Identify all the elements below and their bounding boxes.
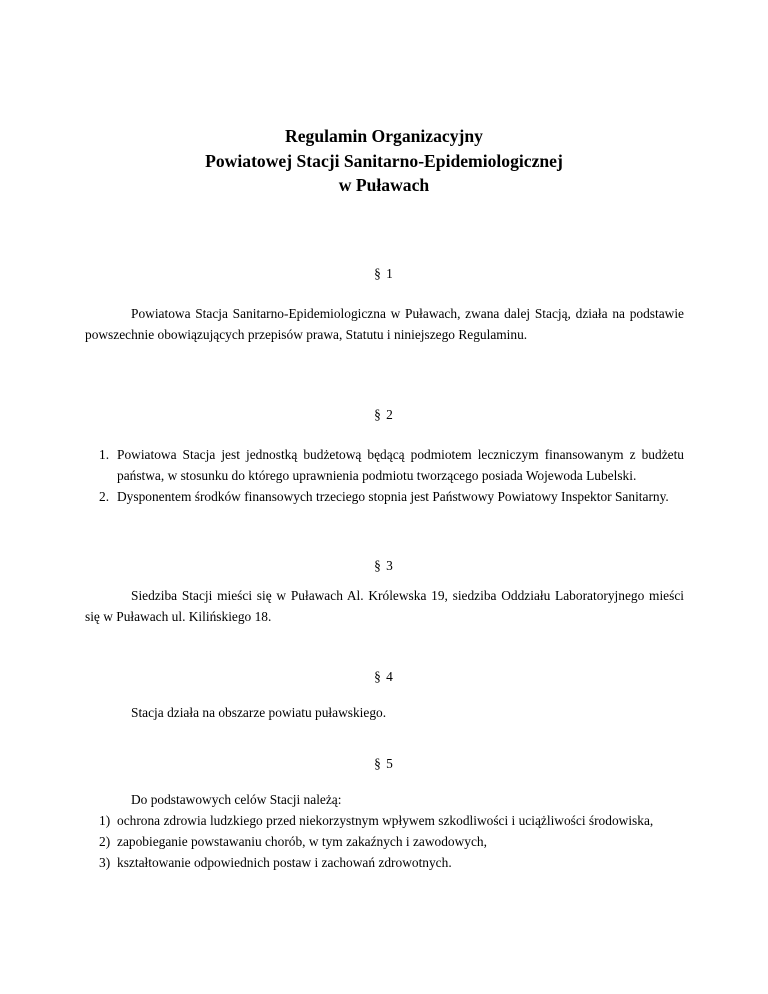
section-3-mark: § 3 <box>374 558 394 573</box>
list-item-text: Dysponentem środków finansowych trzeciego stopnia jest Państwowy Powiatowy Inspektor Sanitarny. <box>117 489 669 504</box>
list-item <box>85 810 684 831</box>
section-5-list <box>85 810 684 873</box>
list-item-number: 2. <box>99 489 110 504</box>
section-1-mark: § 1 <box>374 266 394 281</box>
section-3-text: Siedziba Stacji mieści się w Puławach Al. Królewska 19, siedziba Oddziału Laboratoryjnego mieści się w Puławach ul. Kilińskiego 18. <box>85 588 684 624</box>
section-4-text: Stacja działa na obszarze powiatu puławskiego. <box>131 705 387 720</box>
list-item <box>85 444 684 486</box>
list-item <box>85 831 684 852</box>
section-5-lead: Do podstawowych celów Stacji należą: <box>131 792 342 807</box>
section-1-text: Powiatowa Stacja Sanitarno-Epidemiologiczna w Puławach, zwana dalej Stacją, działa na podstawie powszechnie obowiązujących przepisów prawa, Statutu i niniejszego Regulaminu. <box>85 306 684 342</box>
list-item-text: kształtowanie odpowiednich postaw i zachowań zdrowotnych. <box>117 855 452 870</box>
section-2-mark: § 2 <box>374 407 394 422</box>
list-item-number: 1) <box>99 813 111 828</box>
title-line-3: w Puławach <box>338 175 430 195</box>
document-title <box>0 124 768 198</box>
section-5-mark: § 5 <box>374 756 394 771</box>
list-item-number: 2) <box>99 834 111 849</box>
list-item-number: 3) <box>99 855 111 870</box>
section-2-list <box>85 444 684 507</box>
section-4-mark: § 4 <box>374 669 394 684</box>
title-line-1: Regulamin Organizacyjny <box>285 126 483 146</box>
list-item-text: Powiatowa Stacja jest jednostką budżetową będącą podmiotem leczniczym finansowanym z budżetu państwa, w stosunku do którego uprawnienia podmiotu tworzącego posiada Wojewoda Lubelski. <box>117 447 684 483</box>
title-line-2: Powiatowej Stacji Sanitarno-Epidemiologicznej <box>205 150 563 171</box>
list-item <box>85 486 684 507</box>
list-item-text: ochrona zdrowia ludzkiego przed niekorzystnym wpływem szkodliwości i uciążliwości środowiska, <box>117 813 654 828</box>
list-item-number: 1. <box>99 447 110 462</box>
list-item-text: zapobieganie powstawaniu chorób, w tym zakaźnych i zawodowych, <box>117 834 487 849</box>
list-item <box>85 852 684 873</box>
